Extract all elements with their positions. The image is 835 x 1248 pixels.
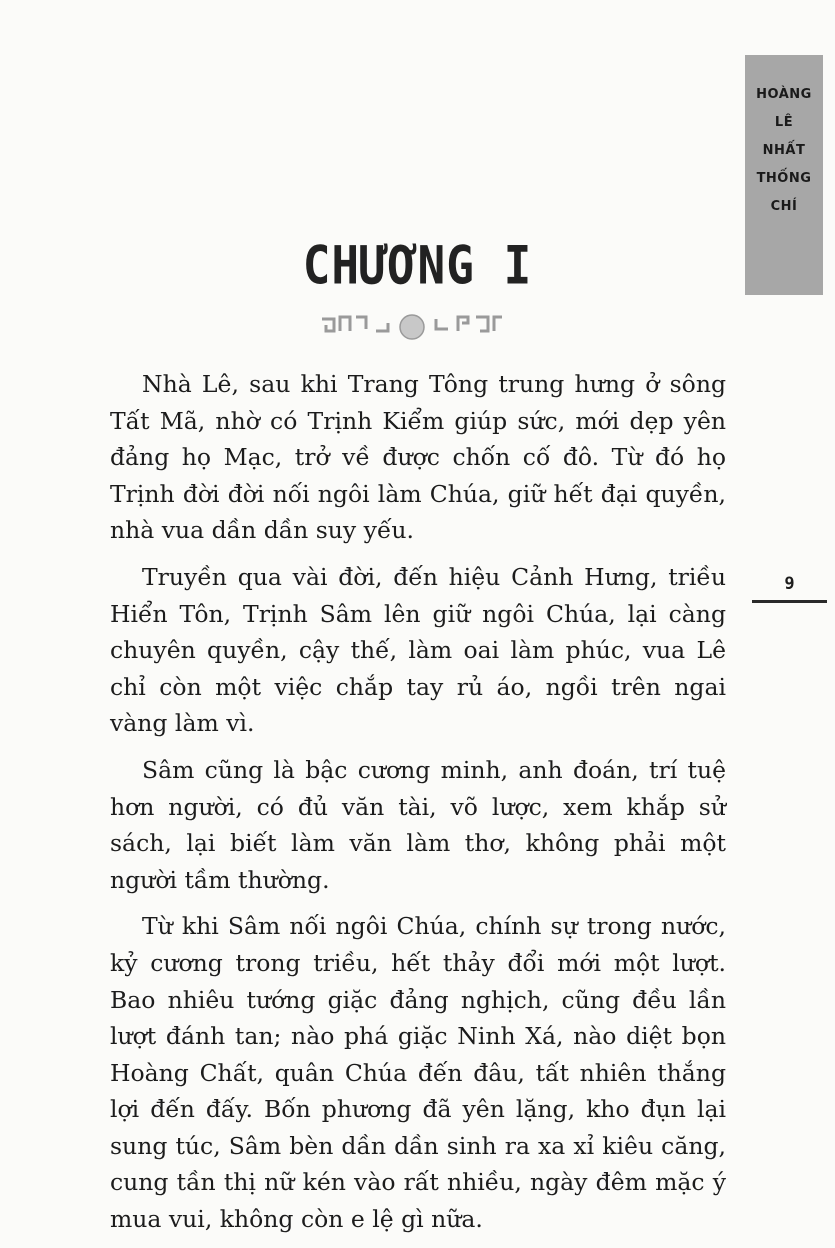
page-number-label: 9 bbox=[784, 573, 795, 594]
chapter-body bbox=[110, 366, 726, 1248]
page-number bbox=[752, 567, 827, 603]
side-tab-line: THỐNG bbox=[756, 171, 812, 186]
paragraph: Sâm cũng là bậc cương minh, anh đoán, trí tuệ hơn người, có đủ văn tài, võ lược, xem khắp sử sách, lại biết làm văn làm thơ, không phải một người tầm thường. bbox=[110, 755, 726, 894]
chapter-title: CHƯƠNG I bbox=[302, 233, 533, 297]
side-tab-line: LÊ bbox=[774, 115, 794, 130]
side-tab-line: CHÍ bbox=[770, 199, 798, 214]
side-tab-line: HOÀNG bbox=[756, 87, 812, 102]
paragraph: Truyền qua vài đời, đến hiệu Cảnh Hưng, triều Hiển Tôn, Trịnh Sâm lên giữ ngôi Chúa, lại càng chuyên quyền, cậy thế, làm oai làm phúc, vua Lê chỉ còn một việc chắp tay rủ áo, ngồi trên ngai vàng làm vì. bbox=[110, 562, 726, 738]
ornament-divider-icon bbox=[312, 305, 512, 345]
paragraph: Nhà Lê, sau khi Trang Tông trung hưng ở sông Tất Mã, nhờ có Trịnh Kiểm giúp sức, mới dẹp yên đảng họ Mạc, trở về được chốn cố đô. Từ đó họ Trịnh đời đời nối ngôi làm Chúa, giữ hết đại quyền, nhà vua dần dần suy yếu. bbox=[110, 370, 726, 545]
side-tab-line: NHẤT bbox=[762, 143, 806, 158]
paragraph: Từ khi Sâm nối ngôi Chúa, chính sự trong nước, kỷ cương trong triều, hết thảy đổi mới một lượt. Bao nhiêu tướng giặc đảng nghịch, cũng đều lần lượt đánh tan; nào phá giặc Ninh Xá, nào diệt bọn Hoàng Chất, quân Chúa đến đâu, tất nhiên thắng lợi đến đấy. Bốn phương đã yên lặng, kho đụn lại sung túc, Sâm bèn dần dần sinh ra xa xỉ kiêu căng, cung tần thị nữ kén vào rất nhiều, ngày đêm mặc ý mua vui, không còn e lệ gì nữa. bbox=[110, 912, 726, 1234]
